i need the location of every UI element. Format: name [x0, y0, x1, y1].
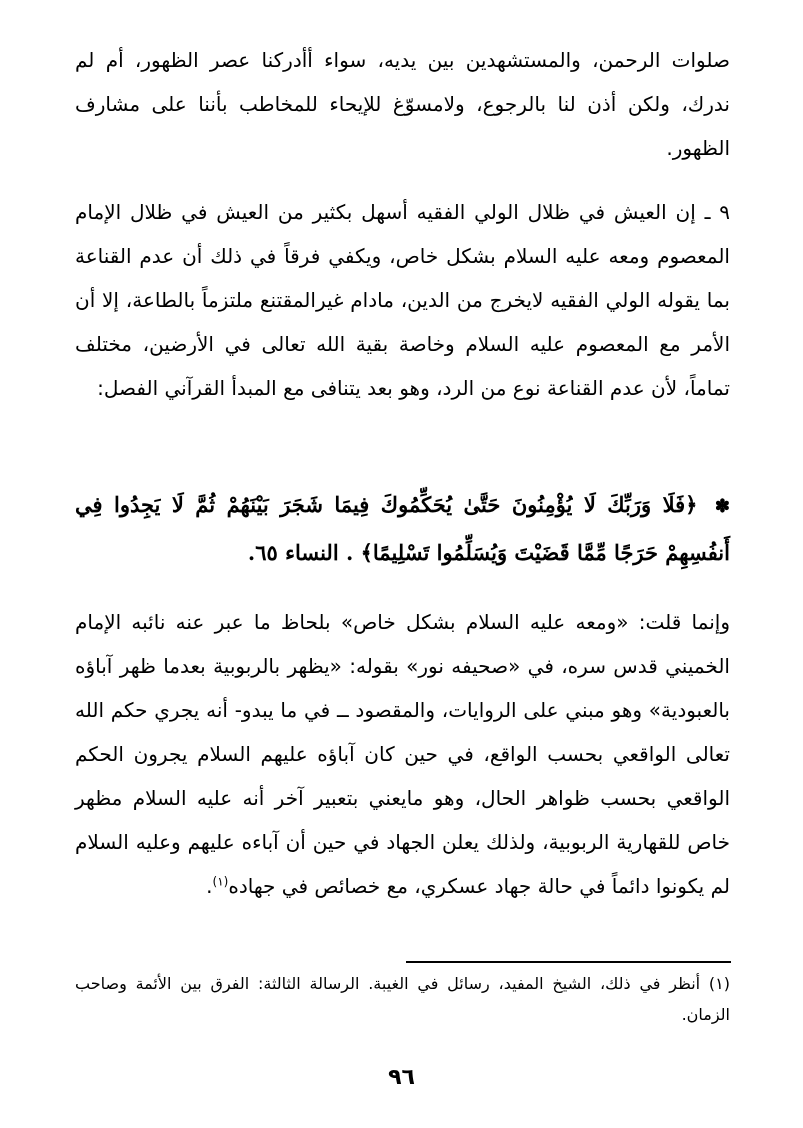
- footnote-marker: (١): [212, 874, 229, 889]
- paragraph-point-9: ٩ ـ إن العيش في ظلال الولي الفقيه أسهل بكثير من العيش في ظلال الإمام المعصوم ومعه عليه السلام بشكل خاص، ويكفي فرقاً في ذلك أن عدم القناعة بما يقوله الولي الفقيه لايخرج من الدين، مادام غيرالمقتنع ملتزماً بالطاعة، إلا أن الأمر مع المعصوم عليه السلام وخاصة بقية الله تعالى في الأرضين، مختلف تماماً، لأن عدم القناعة نوع من الرد، وهو بعد يتنافى مع المبدأ القرآني الفصل:: [75, 200, 730, 400]
- paragraph-explanation-text: وإنما قلت: «ومعه عليه السلام بشكل خاص» بلحاظ ما عبر عنه نائبه الإمام الخميني قدس سره، في «صحيفه نور» بقوله: «يظهر بالربوبية بعدما ظهر آباؤه بالعبودية» وهو مبني على الروايات، والمقصود ــ في ما يبدو- أنه يجري حكم الله تعالى الواقعي بحسب الواقع، في حين كان آباؤه عليهم السلام يجرون الحكم الواقعي بحسب ظواهر الحال، وهو مايعني بتعبير آخر أنه عليه السلام مظهر خاص للقهارية الربوبية، ولذلك يعلن الجهاد في حين أن آباءه عليهم وعليه السلام لم يكونوا دائماً في حالة جهاد عسكري، مع خصائص في جهاده: [75, 610, 730, 898]
- page-number: ٩٦: [388, 1065, 415, 1090]
- paragraph-explanation: [75, 600, 730, 908]
- quran-verse: [75, 482, 730, 576]
- verse-text: ﴿فَلَا وَرَبِّكَ لَا يُؤْمِنُونَ حَتَّىٰ يُحَكِّمُوكَ فِيمَا شَجَرَ بَيْنَهُمْ ثُمَّ لَا يَجِدُوا فِي أَنفُسِهِمْ حَرَجًا مِّمَّا قَضَيْتَ وَيُسَلِّمُوا تَسْلِيمًا﴾: [75, 492, 730, 565]
- paragraph-end: .: [206, 874, 213, 898]
- footnote-divider: [406, 961, 731, 963]
- footnote: (١) أنظر في ذلك، الشيخ المفيد، رسائل في الغيبة. الرسالة الثالثة: الفرق بين الأئمة وصاحب الزمان.: [75, 974, 730, 1024]
- verse-reference: . النساء ٦٥.: [247, 540, 354, 565]
- paragraph-continuation: صلوات الرحمن، والمستشهدين بين يديه، سواء أأدركنا عصر الظهور، أم لم ندرك، ولكن أذن لنا بالرجوع، ولامسوّغ للإيحاء للمخاطب بأننا على مشارف الظهور.: [75, 48, 730, 160]
- star-icon: ✽: [714, 496, 731, 517]
